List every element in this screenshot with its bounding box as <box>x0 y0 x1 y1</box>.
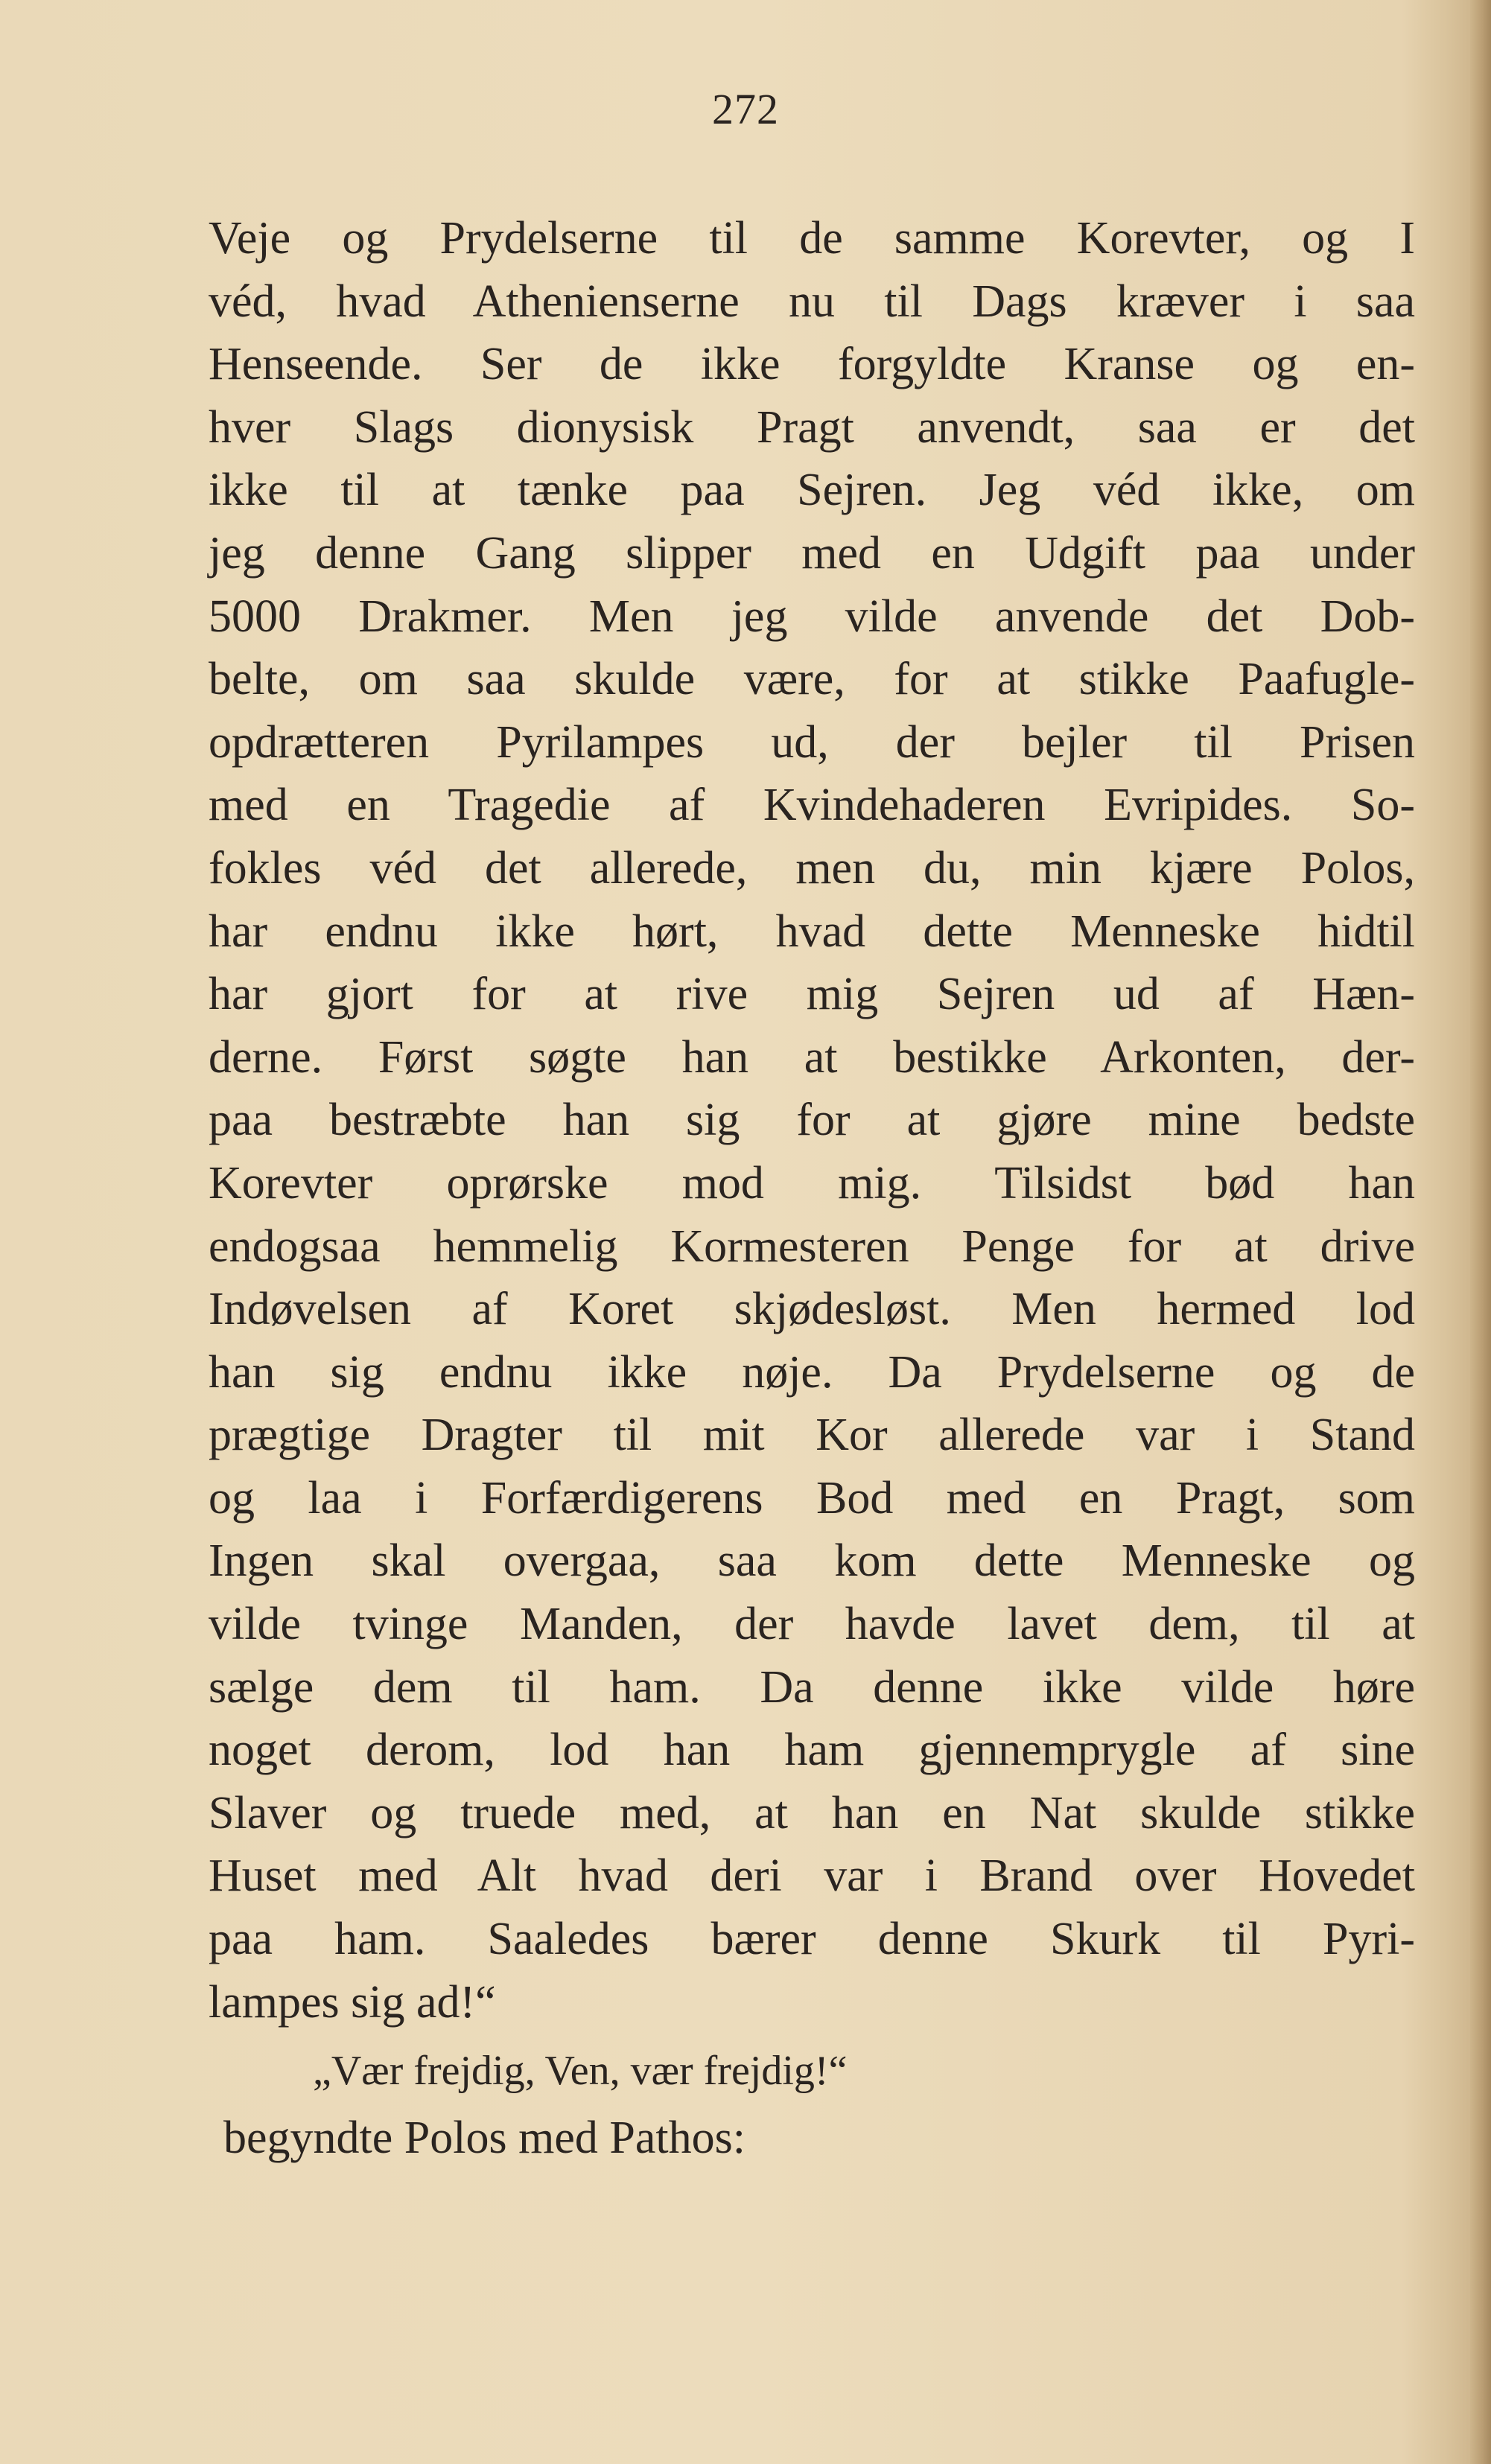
text-line: opdrætteren Pyrilampes ud, der bejler til Prisen <box>209 716 1415 768</box>
text-line: lampes sig ad!“ <box>209 1976 496 2028</box>
text-line: sælge dem til ham. Da denne ikke vilde høre <box>209 1661 1415 1713</box>
text-line: begyndte Polos med Pathos: <box>223 2113 746 2163</box>
text-line: Henseende. Ser de ikke forgyldte Kranse og en- <box>209 339 1415 390</box>
body-text <box>209 207 1415 2034</box>
text-line: Indøvelsen af Koret skjødesløst. Men hermed lod <box>209 1284 1415 1335</box>
text-line: Huset med Alt hvad deri var i Brand over Hovedet <box>209 1850 1415 1902</box>
text-line: endogsaa hemmelig Kormesteren Penge for at drive <box>209 1220 1415 1272</box>
text-line: prægtige Dragter til mit Kor allerede var i Stand <box>209 1410 1415 1461</box>
text-line: paa ham. Saaledes bærer denne Skurk til Pyri- <box>209 1914 1415 1965</box>
text-line: ikke til at tænke paa Sejren. Jeg véd ikke, om <box>209 465 1415 516</box>
text-line: vilde tvinge Manden, der havde lavet dem, til at <box>209 1599 1415 1650</box>
text-line: noget derom, lod han ham gjennemprygle af sine <box>209 1725 1415 1776</box>
text-line: har endnu ikke hørt, hvad dette Menneske hidtil <box>209 905 1415 957</box>
text-line: han sig endnu ikke nøje. Da Prydelserne og de <box>209 1346 1415 1398</box>
quoted-speech: „Vær frejdig, Ven, vær frejdig!“ <box>313 2048 848 2094</box>
text-line: med en Tragedie af Kvindehaderen Evripides. So- <box>209 780 1415 831</box>
text-line: hver Slags dionysisk Pragt anvendt, saa er det <box>209 401 1415 453</box>
text-line: véd, hvad Athenienserne nu til Dags kræver i saa <box>209 276 1415 327</box>
text-line: fokles véd det allerede, men du, min kjære Polos, <box>209 842 1415 894</box>
text-line: derne. Først søgte han at bestikke Arkonten, der- <box>209 1031 1415 1083</box>
text-line: har gjort for at rive mig Sejren ud af Hæn- <box>209 969 1415 1020</box>
text-line: og laa i Forfærdigerens Bod med en Pragt, som <box>209 1472 1415 1524</box>
text-line: Ingen skal overgaa, saa kom dette Menneske og <box>209 1535 1415 1587</box>
text-line: Slaver og truede med, at han en Nat skulde stikke <box>209 1787 1415 1839</box>
text-line: Veje og Prydelserne til de samme Korevter, og I <box>209 213 1415 264</box>
page-edge <box>1470 0 1491 2464</box>
text-line: Korevter oprørske mod mig. Tilsidst bød han <box>209 1157 1415 1209</box>
text-line: 5000 Drakmer. Men jeg vilde anvende det Dob- <box>209 590 1415 642</box>
text-line: belte, om saa skulde være, for at stikke Paafugle- <box>209 654 1415 705</box>
page-number: 272 <box>712 85 779 133</box>
text-line: paa bestræbte han sig for at gjøre mine bedste <box>209 1095 1415 1146</box>
text-line: jeg denne Gang slipper med en Udgift paa under <box>209 527 1415 579</box>
